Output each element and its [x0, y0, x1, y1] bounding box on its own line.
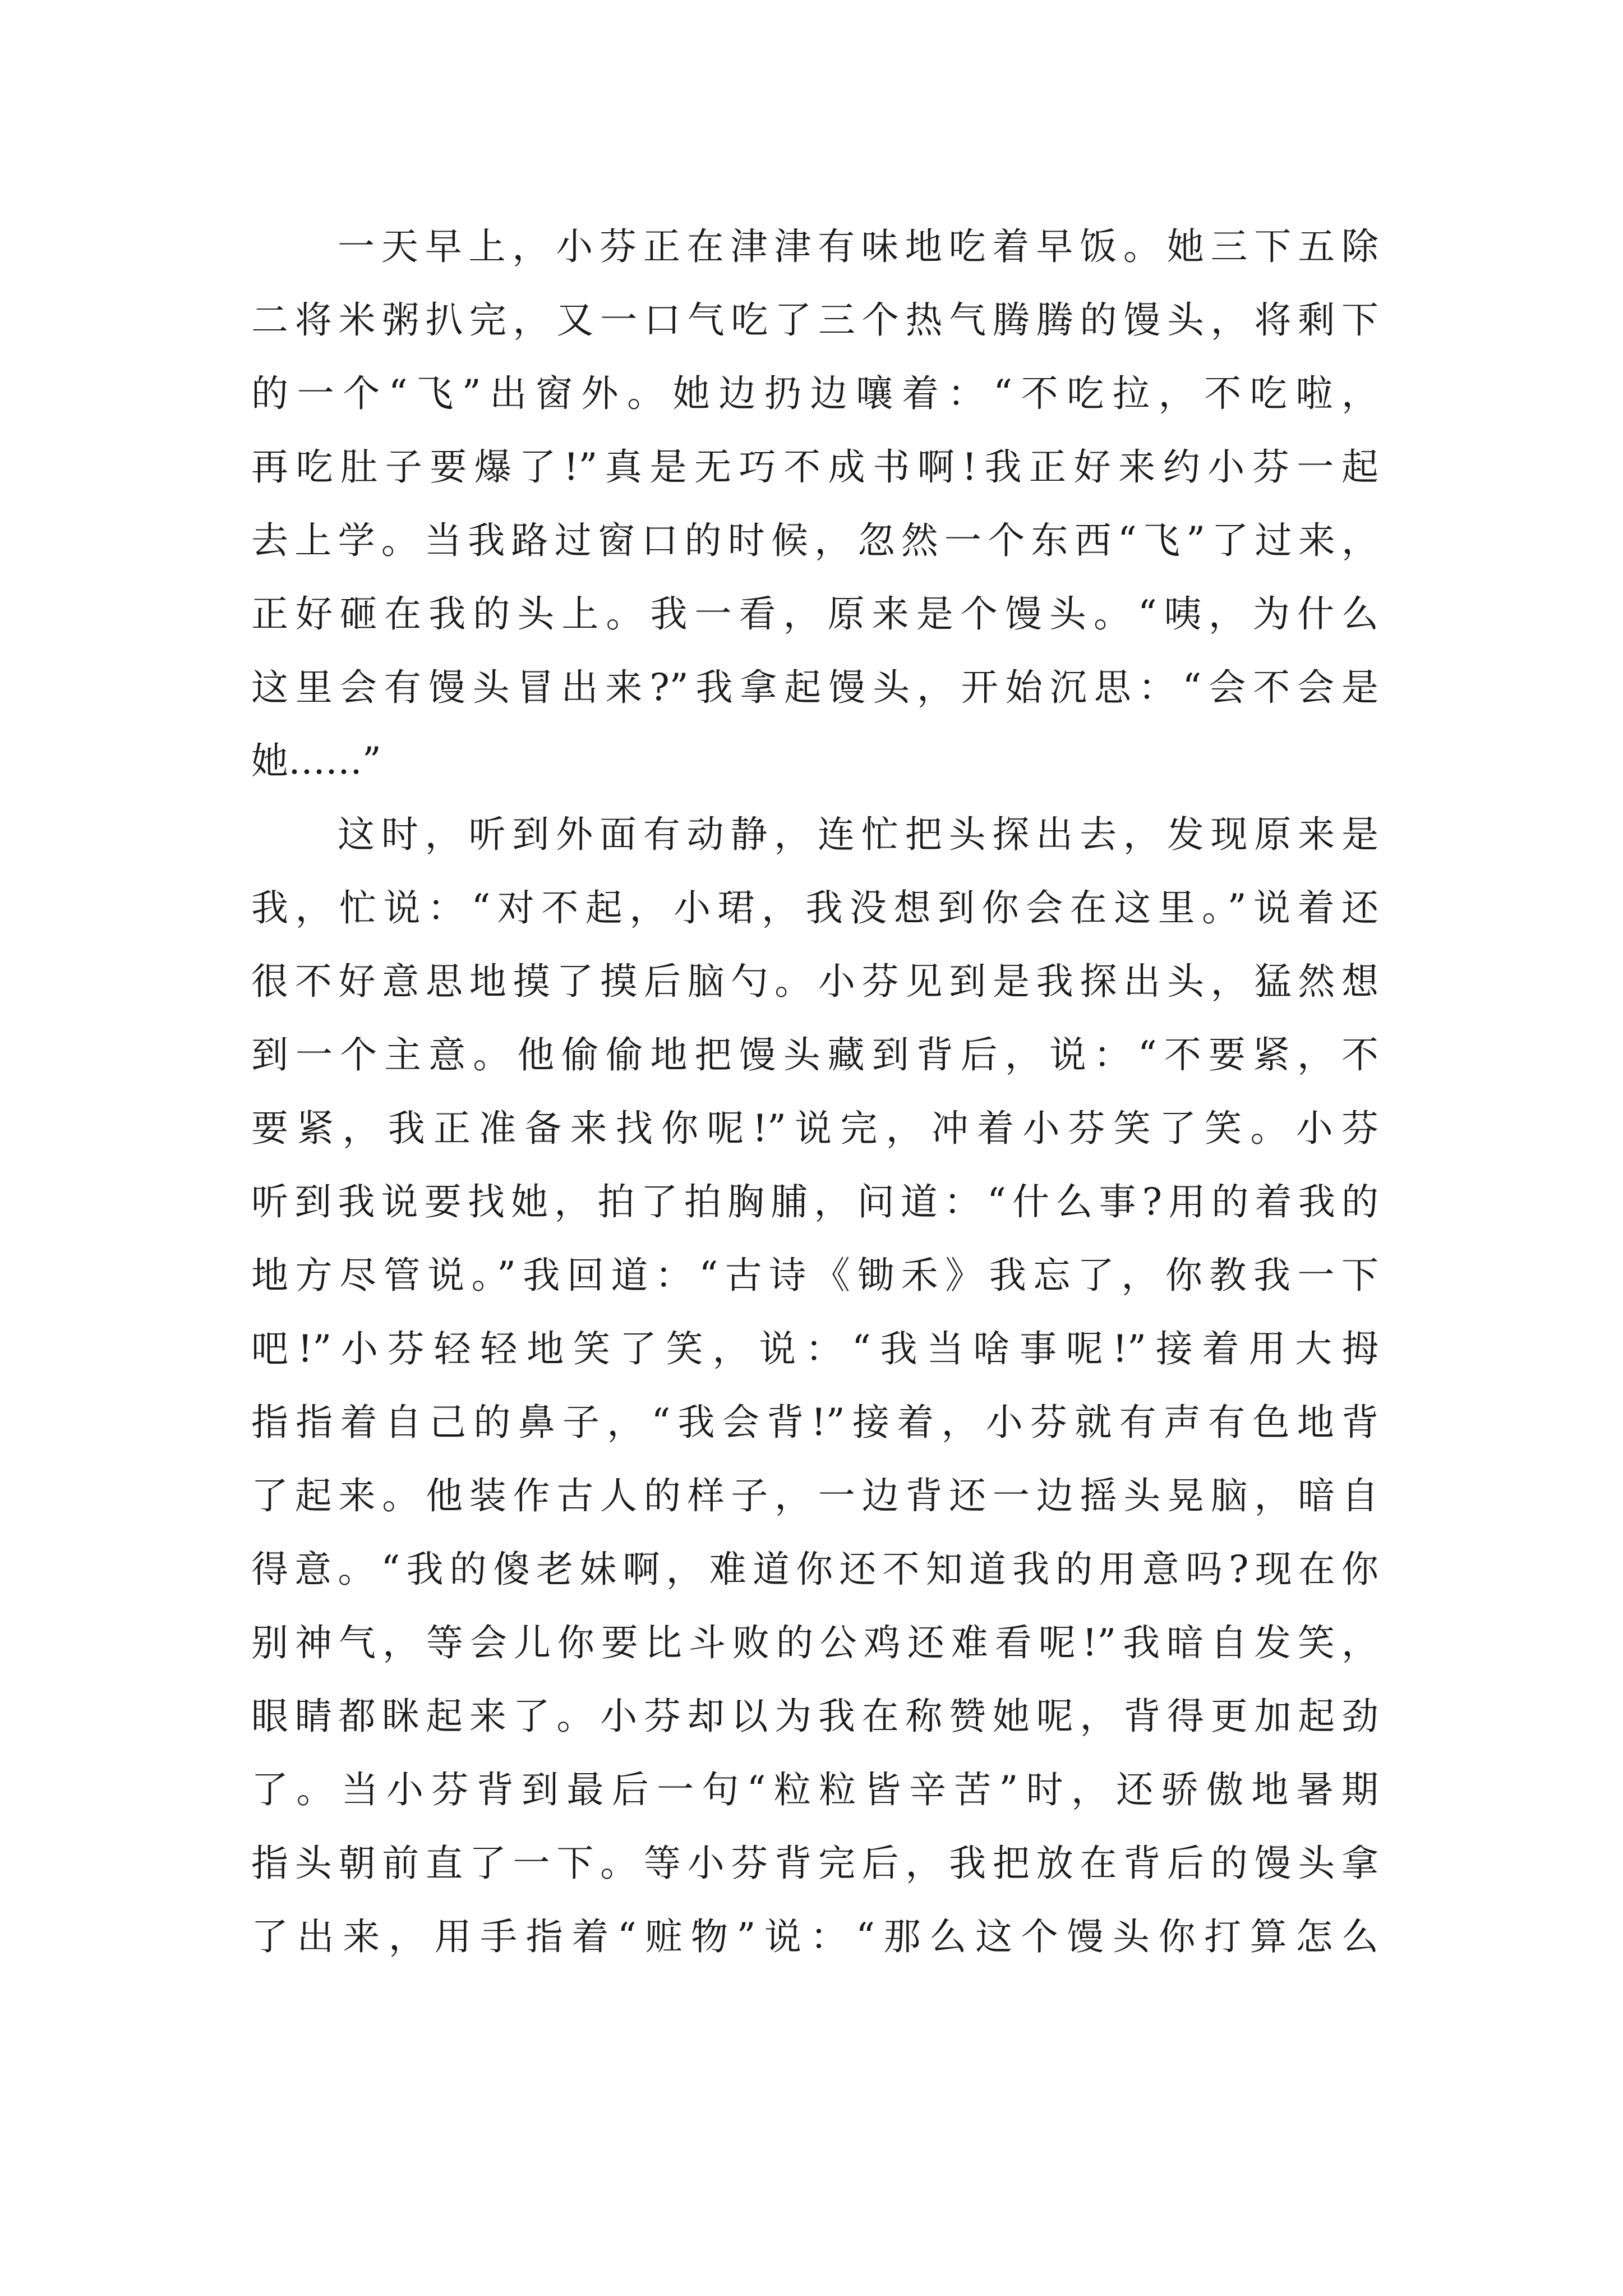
- paragraph-1-line-4: 再吃肚子要爆了!”真是无巧不成书啊!我正好来约小芬一起: [251, 445, 1378, 489]
- paragraph-1-line-7: 这里会有馒头冒出来?”我拿起馒头，开始沉思：“会不会是: [251, 666, 1378, 709]
- paragraph-2-line-8: 吧!”小芬轻轻地笑了笑，说：“我当啥事呢!”接着用大拇: [251, 1327, 1378, 1370]
- paragraph-2-line-3: 很不好意思地摸了摸后脑勺。小芬见到是我探出头，猛然想: [251, 960, 1378, 1003]
- paragraph-2-line-6: 听到我说要找她，拍了拍胸脯，问道：“什么事?用的着我的: [251, 1180, 1378, 1223]
- paragraph-1-line-5: 去上学。当我路过窗口的时候，忽然一个东西“飞”了过来，: [251, 519, 1378, 562]
- paragraph-2-line-1: 这时，听到外面有动静，连忙把头探出去，发现原来是: [338, 813, 1378, 856]
- paragraph-2-line-9: 指指着自己的鼻子，“我会背!”接着，小芬就有声有色地背: [251, 1401, 1378, 1444]
- paragraph-2-line-15: 指头朝前直了一下。等小芬背完后，我把放在背后的馒头拿: [251, 1842, 1378, 1885]
- paragraph-2-line-2: 我，忙说：“对不起，小珺，我没想到你会在这里。”说着还: [251, 886, 1378, 930]
- paragraph-1-line-6: 正好砸在我的头上。我一看，原来是个馒头。“咦，为什么: [251, 592, 1378, 636]
- paragraph-1-line-8: 她……”: [251, 739, 381, 783]
- paragraph-2-line-4: 到一个主意。他偷偷地把馒头藏到背后，说：“不要紧，不: [251, 1033, 1378, 1076]
- paragraph-2-line-10: 了起来。他装作古人的样子，一边背还一边摇头晃脑，暗自: [251, 1474, 1378, 1517]
- document-body: [251, 210, 1378, 1973]
- paragraph-2-line-5: 要紧，我正准备来找你呢!”说完，冲着小芬笑了笑。小芬: [251, 1107, 1378, 1150]
- paragraph-1-line-2: 二将米粥扒完，又一口气吃了三个热气腾腾的馒头，将剩下: [251, 298, 1378, 342]
- paragraph-2-line-13: 眼睛都眯起来了。小芬却以为我在称赞她呢，背得更加起劲: [251, 1695, 1378, 1738]
- paragraph-2-line-16: 了出来，用手指着“赃物”说：“那么这个馒头你打算怎么: [251, 1915, 1378, 1958]
- paragraph-2-line-7: 地方尽管说。”我回道：“古诗《锄禾》我忘了，你教我一下: [251, 1254, 1378, 1297]
- paragraph-1-line-1: 一天早上，小芬正在津津有味地吃着早饭。她三下五除: [338, 225, 1378, 268]
- paragraph-2-line-14: 了。当小芬背到最后一句“粒粒皆辛苦”时，还骄傲地暑期: [251, 1768, 1378, 1811]
- paragraph-2-line-11: 得意。“我的傻老妹啊，难道你还不知道我的用意吗?现在你: [251, 1548, 1378, 1591]
- paragraph-2-line-12: 别神气，等会儿你要比斗败的公鸡还难看呢!”我暗自发笑，: [251, 1621, 1378, 1664]
- paragraph-1-line-3: 的一个“飞”出窗外。她边扔边嚷着：“不吃拉，不吃啦，: [251, 372, 1378, 415]
